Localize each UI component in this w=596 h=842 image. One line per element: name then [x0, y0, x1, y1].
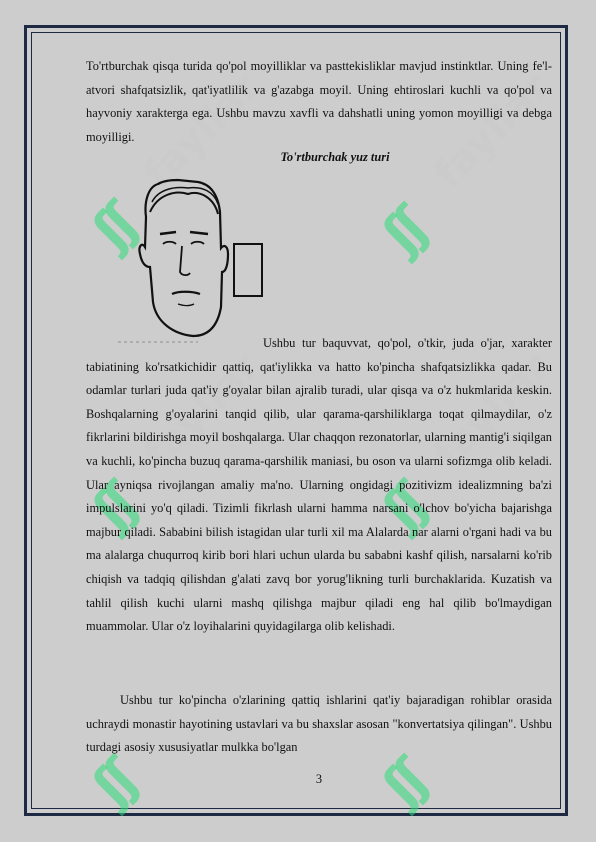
- watermark-logo-icon: ʃʃ: [82, 475, 147, 541]
- paragraph-intro: To'rtburchak qisqa turida qo'pol moyilliklar va pasttekisliklar mavjud instinktlar. Uning fe'l-atvori shafqatsizlik, qat'iyatlilik va g'azabga moyil. Uning ehtiroslari kuchli va qo'pol va hayvoniy xarakterga ega. Ushbu mavzu xavfli va dahshatli uning yomon moyilligi va debga moyilligi.: [86, 59, 552, 144]
- paragraph-monks: Ushbu tur ko'pincha o'zlarining qattiq ishlarini qat'iy bajaradigan rohiblar orasida uchraydi monastir hayotining ustavlari va bu shaxslar asosan "konvertatsiya qilingan". Ushbu turdagi asosiy xususiyatlar mulkka bo'lgan: [86, 693, 552, 755]
- watermark-logo-icon: ʃʃ: [372, 751, 437, 817]
- square-face-drawing-icon: [118, 172, 268, 347]
- figure-caption: To'rtburchak yuz turi: [280, 150, 390, 164]
- watermark-text: fayllar: [135, 63, 269, 198]
- watermark-logo-icon: ʃʃ: [82, 195, 147, 261]
- watermark-logo-icon: ʃʃ: [372, 199, 437, 265]
- watermark-text: fayllar: [425, 343, 559, 478]
- page-number: 3: [315, 772, 323, 786]
- watermark-text: fayllar: [425, 63, 559, 198]
- watermark-text: fayllar: [135, 343, 269, 478]
- watermark-logo-icon: ʃʃ: [372, 475, 437, 541]
- rectangle-shape-icon: [234, 244, 262, 296]
- watermark-logo-icon: ʃʃ: [82, 751, 147, 817]
- paragraph-description: Ushbu tur baquvvat, qo'pol, o'tkir, juda o'jar, xarakter tabiatining ko'rsatkichidir qattiq, qat'iylikka va hatto ko'pincha shafqatsizlikka qadar. Bu odamlar turlari juda qat'iy g'oyalar bilan ajralib turadi, ular qisqa va o'z hukmlarida keskin. Boshqalarning g'oyalarini tanqid qilib, ular qarama-qarshiliklarga toqat qilmaydilar, o'z fikrlarini bildirishga moyil boshqalarga. Ular chaqqon rezonatorlar, ularning mantig'i siqilgan va kuchli, ko'pincha buzuq qarama-qarshilik maniasi, bu oson va ularni sofizmga olib keladi. Ular ayniqsa rivojlangan amaliy ma'no. Ularning ongidagi pozitivizm idealizmning ba'zi impulslarini yo'q qiladi. Tizimli fikrlash ularni hamma narsani o'lchov bo'yicha bajarishga majbur qiladi. Sababini bilish istagidan ular turli xil ma Alalarda nar alarni o'rgani hadi va bu ma alalarga chuqurroq kirib bori hlari uchun ularda bu sababni kashf qilish, narsalarni ko'rib chiqish va tadqiq qilishdan g'alati zavq bor yorug'likning turli burchaklarida. Kuzatish va tahlil qilish kuchi ularni mashq qilishga majbur qiladi eng hal qilib bo'lmaydigan muammolar. Ular o'z loyihalarini quyidagilarga olib kelishadi.: [86, 336, 552, 634]
